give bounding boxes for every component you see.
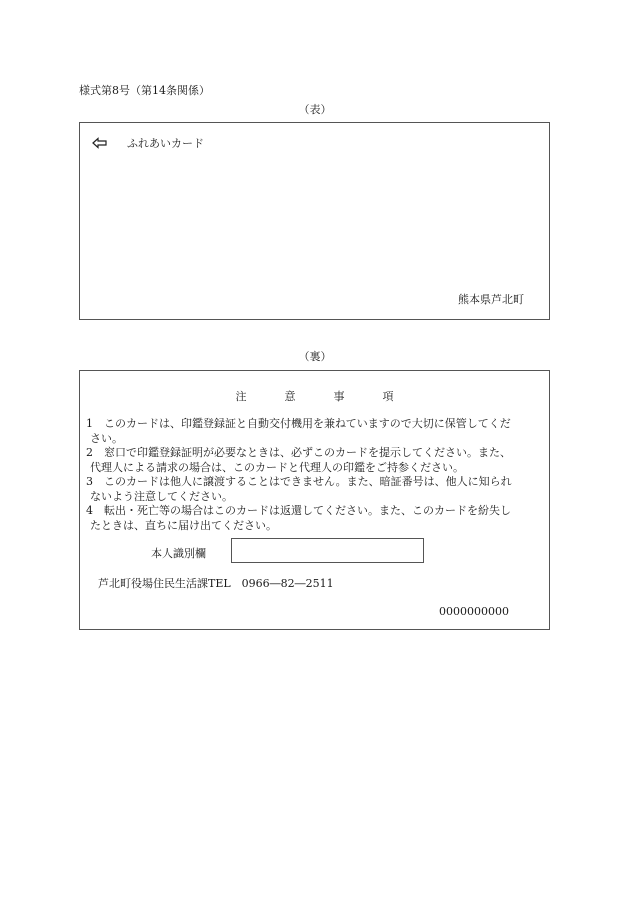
card-front	[79, 122, 550, 320]
notice-number: 3	[86, 475, 93, 488]
notice-number: 2	[86, 446, 93, 459]
contact-info: 芦北町役場住民生活課TEL 0966―82―2511	[98, 577, 334, 590]
notice-continuation: さい。	[90, 431, 123, 445]
notice-continuation: 代理人による請求の場合は、このカードと代理人の印鑑をご持参ください。	[90, 460, 464, 474]
id-field-label: 本人識別欄	[151, 547, 206, 560]
notice-text: このカードは、印鑑登録証と自動交付機用を兼ねていますので大切に保管してくだ	[104, 417, 511, 430]
notice-heading-char: 意	[284, 390, 296, 403]
notice-item	[86, 475, 546, 504]
front-side-label: （表）	[298, 103, 332, 116]
notice-text: 転出・死亡等の場合はこのカードは返還してください。また、このカードを紛失し	[104, 504, 511, 517]
serial-number: 0000000000	[439, 605, 509, 618]
left-arrow-icon	[92, 136, 108, 150]
notice-text: 窓口で印鑑登録証明が必要なときは、必ずこのカードを提示してください。また、	[104, 446, 511, 459]
notice-number: 4	[86, 504, 93, 517]
card-back	[79, 370, 550, 630]
notice-list	[86, 417, 546, 533]
notice-heading-char: 項	[382, 390, 394, 403]
notice-continuation: たときは、直ちに届け出てください。	[90, 518, 277, 532]
notice-number: 1	[86, 417, 93, 430]
notice-item	[86, 417, 546, 446]
notice-heading	[80, 388, 549, 404]
notice-text: このカードは他人に譲渡することはできません。また、暗証番号は、他人に知られ	[104, 475, 512, 488]
form-title: 様式第8号（第14条関係）	[79, 84, 210, 97]
notice-item	[86, 504, 546, 533]
notice-continuation: ないよう注意してください。	[90, 489, 233, 503]
notice-heading-char: 事	[333, 390, 345, 403]
id-field-box	[231, 538, 424, 563]
card-name: ふれあいカード	[127, 137, 204, 150]
back-side-label: （裏）	[298, 350, 332, 363]
issuer-name: 熊本県芦北町	[458, 293, 524, 306]
notice-item	[86, 446, 546, 475]
notice-heading-char: 注	[235, 390, 247, 403]
